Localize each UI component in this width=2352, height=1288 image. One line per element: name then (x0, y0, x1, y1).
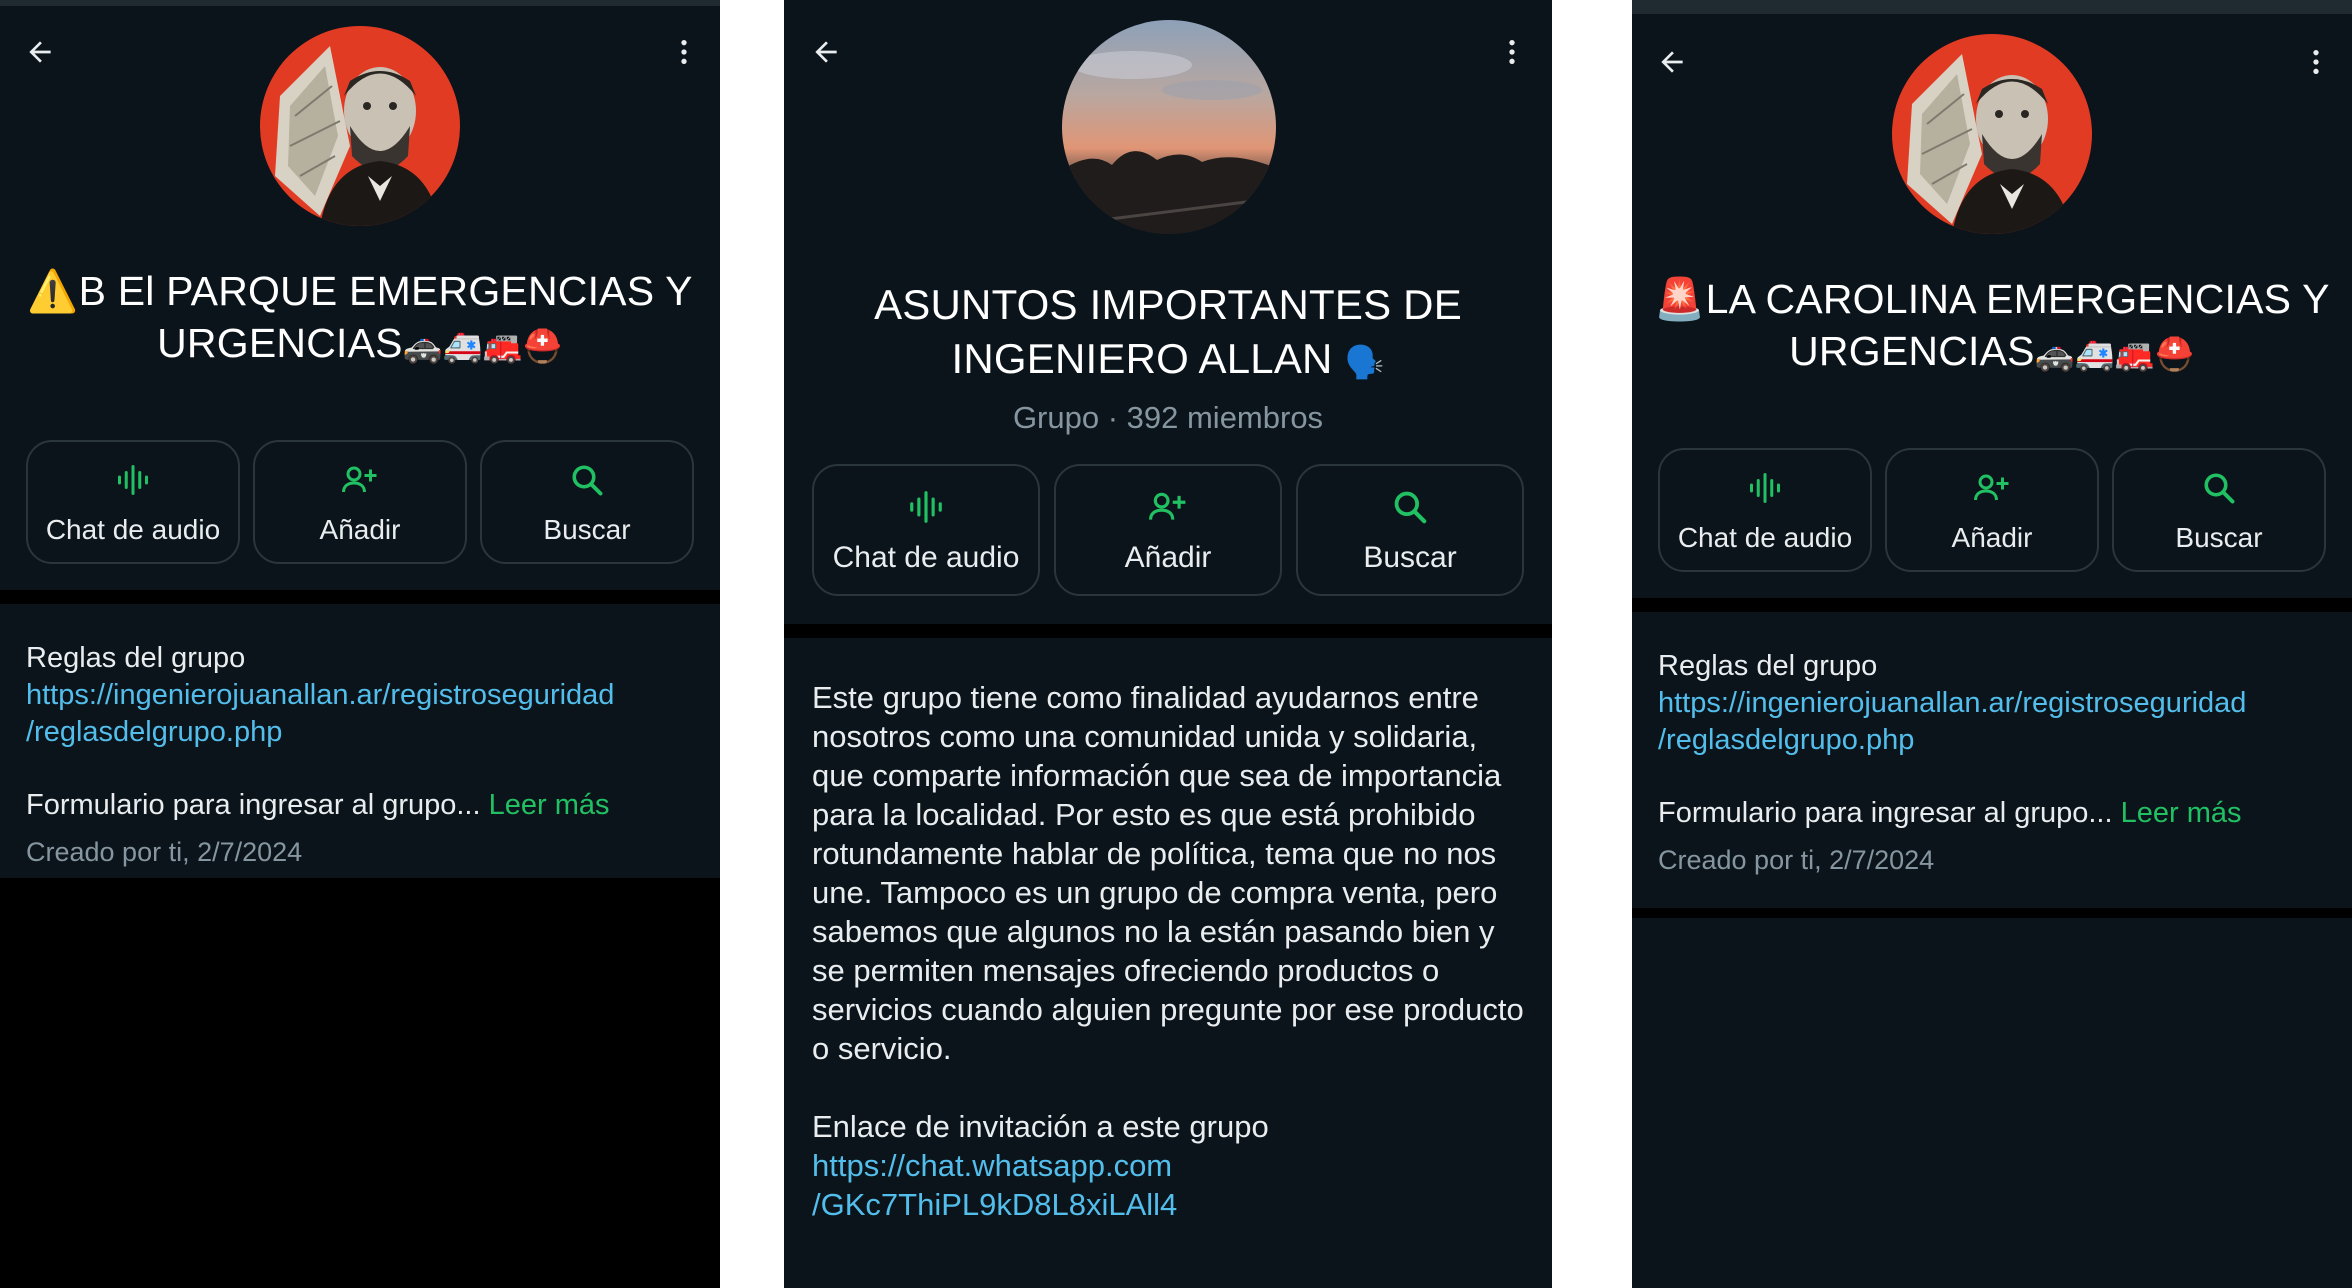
group-info-panel-1 (0, 0, 720, 1288)
rules-heading: Reglas del grupo (26, 642, 246, 674)
group-members-subtitle: Grupo · 392 miembros (1012, 400, 1324, 435)
portrait-avatar-image (1892, 34, 2092, 234)
read-more-link[interactable]: Leer más (488, 789, 610, 821)
blank-area (0, 892, 720, 1288)
rules-link-line2[interactable]: /reglasdelgrupo.php (26, 716, 283, 748)
audio-chat-button[interactable] (1658, 448, 1872, 572)
rules-link-line1[interactable]: https://ingenierojuanallan.ar/registroseguridad (1658, 687, 2247, 719)
invite-link-line2[interactable]: /GKc7ThiPL9kD8L8xiLAll4 (812, 1187, 1178, 1222)
back-button[interactable] (12, 24, 68, 80)
form-text: Formulario para ingresar al grupo... (1658, 797, 2113, 829)
form-line (26, 787, 694, 824)
add-member-button[interactable] (1054, 464, 1282, 596)
audio-chat-label: Chat de audio (1677, 522, 1853, 553)
section-divider (0, 590, 720, 604)
created-by-text: Creado por ti, 2/7/2024 (1658, 845, 1935, 875)
more-options-button[interactable] (656, 24, 712, 80)
section-divider (784, 624, 1552, 638)
add-person-icon (1147, 488, 1189, 526)
status-strip (1632, 0, 2352, 14)
more-options-button[interactable] (1484, 24, 1540, 80)
title-emojis: 🚓🚑🚒⛑️ (2034, 336, 2195, 373)
group-description (26, 640, 694, 871)
search-button[interactable] (480, 440, 694, 564)
group-title-text: ⚠️B El PARQUE EMERGENCIAS Y URGENCIAS (27, 268, 693, 366)
search-button[interactable] (1296, 464, 1524, 596)
add-member-button[interactable] (1885, 448, 2099, 572)
title-emojis: 🚓🚑🚒⛑️ (402, 328, 563, 365)
add-member-label: Añadir (319, 514, 401, 545)
group-avatar[interactable] (1062, 20, 1276, 234)
arrow-left-icon (1656, 46, 1688, 78)
audio-wave-icon (907, 488, 945, 526)
rules-link-line2[interactable]: /reglasdelgrupo.php (1658, 724, 1915, 756)
search-icon (569, 462, 605, 498)
group-info-panel-3 (1632, 0, 2352, 1288)
add-person-icon (340, 462, 380, 498)
group-description (812, 678, 1524, 1224)
search-label: Buscar (1363, 541, 1457, 574)
group-title-text: 🚨LA CAROLINA EMERGENCIAS Y URGENCIAS (1654, 276, 2330, 374)
more-vertical-icon (1496, 36, 1528, 68)
audio-chat-label: Chat de audio (45, 514, 221, 545)
form-line (1658, 795, 2326, 832)
rules-link-line1[interactable]: https://ingenierojuanallan.ar/registroseguridad (26, 679, 615, 711)
portrait-avatar-image (260, 26, 460, 226)
audio-chat-button[interactable] (26, 440, 240, 564)
group-avatar[interactable] (1892, 34, 2092, 234)
group-title (804, 278, 1532, 389)
arrow-left-icon (24, 36, 56, 68)
add-member-label: Añadir (1951, 522, 2033, 553)
more-options-button[interactable] (2288, 34, 2344, 90)
group-avatar[interactable] (260, 26, 460, 226)
group-title (20, 265, 700, 372)
audio-chat-label: Chat de audio (832, 541, 1020, 574)
form-text: Formulario para ingresar al grupo... (26, 789, 481, 821)
bottom-divider (0, 878, 720, 892)
status-strip (0, 0, 720, 6)
search-icon (2201, 470, 2237, 506)
bottom-divider (1632, 908, 2352, 918)
invite-link-line1[interactable]: https://chat.whatsapp.com (812, 1148, 1173, 1183)
more-vertical-icon (2300, 46, 2332, 78)
sunset-avatar-image (1062, 20, 1276, 234)
audio-wave-icon (1747, 470, 1783, 506)
action-buttons-row (812, 464, 1524, 596)
add-person-icon (1972, 470, 2012, 506)
read-more-link[interactable]: Leer más (2120, 797, 2242, 829)
group-title (1652, 273, 2332, 380)
add-member-button[interactable] (253, 440, 467, 564)
rules-heading: Reglas del grupo (1658, 650, 1878, 682)
search-label: Buscar (543, 514, 631, 545)
group-info-panel-2 (784, 0, 1552, 1288)
description-text: Este grupo tiene como finalidad ayudarnos entre nosotros como una comunidad unida y solidaria, que comparte información que sea de importancia para la localidad. Por esto es que está prohibido rotundamente hablar de política, tema que no nos une. Tampoco es un grupo de compra venta, pero sabemos que algunos no la están pasando bien y se permiten mensajes ofreciendo productos o servicios cuando alguien pregunte por ese producto o servicio. (812, 680, 1524, 1066)
group-description (1658, 648, 2326, 879)
invite-heading: Enlace de invitación a este grupo (812, 1109, 1269, 1144)
audio-chat-button[interactable] (812, 464, 1040, 596)
search-button[interactable] (2112, 448, 2326, 572)
action-buttons-row (26, 440, 694, 564)
back-button[interactable] (798, 24, 854, 80)
created-by-text: Creado por ti, 2/7/2024 (26, 837, 303, 867)
back-button[interactable] (1644, 34, 1700, 90)
action-buttons-row (1658, 448, 2326, 572)
arrow-left-icon (810, 36, 842, 68)
section-divider (1632, 598, 2352, 612)
search-label: Buscar (2175, 522, 2263, 553)
add-member-label: Añadir (1124, 541, 1212, 574)
more-vertical-icon (668, 36, 700, 68)
search-icon (1391, 488, 1429, 526)
audio-wave-icon (115, 462, 151, 498)
title-emojis: 🗣️ (1344, 343, 1385, 380)
group-title-text: ASUNTOS IMPORTANTES DE INGENIERO ALLAN (874, 281, 1462, 382)
